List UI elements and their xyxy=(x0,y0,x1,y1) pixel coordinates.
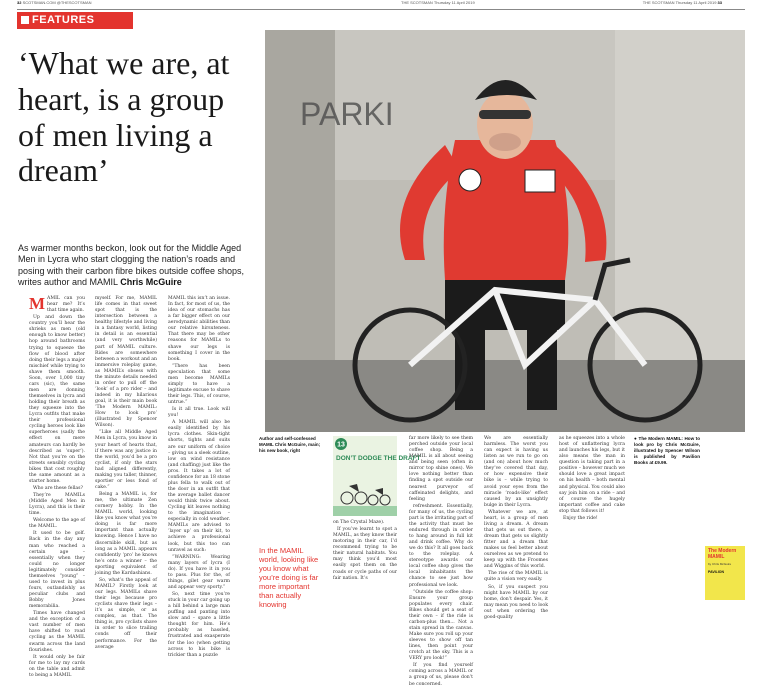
page-number-right: 33 xyxy=(717,0,722,5)
photo-caption xyxy=(259,436,325,454)
book-byline: by Chris McGuire xyxy=(708,561,732,566)
paragraph: “Like all Middle Aged Men in Lycra, you know in your heart of hearts that, if there was any justice in the world, you’d be a pro cyclist, if only the stars had aligned differently, making you taller, thinner, sportier or less fond of cake.” xyxy=(95,430,157,490)
drop-cap: M xyxy=(29,294,46,313)
book-title: The Modern MAMIL xyxy=(708,548,737,560)
header-rule xyxy=(17,9,745,10)
standfirst-author: Chris McGuire xyxy=(120,277,182,288)
folio-right-date: Thursday 11 April 2019 xyxy=(675,0,717,5)
paragraph: A MAMIL will also be easily identified by his lycra clothes. Skin-tight shorts, tights and suits are our uniform of choice – giving us a sleek outline, low on wind resistance (and chaffing) just like the pros. It takes a lot of confidence for an 18 stone plus fella to walk out of the door in an outfit that the average ballet dancer would think twice about. Cycling kit leaves nothing to the imagination – especially in cold weather. MAMILs are advised to ‘layer up’ on their kit, to achieve a professional look, but this too can unravel as such: xyxy=(168,420,230,553)
paragraph: Being a MAMIL is, for me, the ultimate Zen cornery hobby. In the MAMIL world, looking like you know what you’re doing is far more important than actually knowing. Hence I have no discernible skill, but as long as a MAMIL appears confidently ‘pro’ he knows he’s onto a winner – the sporting equivalent of joining the Kardashians. xyxy=(95,492,157,576)
paragraph: “Outside the coffee shop: Ensure your group populates every chair. Bikes should get a seat of their own – if the ride is carbon-plus then... Not a stain spread in the canvas. Make sure you roll up your sleeves to show off tan lines, then point your crotch at the sky. This is a VERY pro look!” xyxy=(409,589,473,662)
paragraph: They’re MAMILs (Middle Aged Men in Lycra), and this is their time. xyxy=(29,493,85,517)
paragraph: If you find yourself coming across a MAMIL or a group of us, please don’t be concerned. xyxy=(409,663,473,687)
book-illustration-inset xyxy=(333,436,421,516)
paragraph: So, what’s the appeal of MAMIL? Firstly look at our legs. MAMILs shave their legs because pro cyclists shave their legs – it’s as simple, or as complex, as that. The thing is, pro cyclists shave in order to slice trailing conds off their performance. For the average xyxy=(95,577,157,650)
pull-quote: In the MAMIL world, looking like you know what you’re doing is far more important than actually knowing xyxy=(259,546,319,609)
paragraph: So, next time you’re stuck in your car going up a hill behind a large man puffing and panting into slow and – spare a little thought for him. He’s probably as hassled, frustrated and exasperate for the loo (when getting across to his bike is trickier than a puzzle xyxy=(168,592,230,658)
paragraph: “WARNING: Wearing many layers of lycra (I do). If you have it in you to pass. Plus for the, of things, gilet gear warm and appear very sporty.” xyxy=(168,554,230,590)
body-column-2 xyxy=(95,296,157,650)
paragraph: Times have changed and the exception of a vast number of men have shifted to road cycling as the MAMIL swarm across the land flourishes. xyxy=(29,611,85,653)
cyclist-photo-illustration xyxy=(265,30,745,432)
body-column-1 xyxy=(29,294,85,678)
section-label-text: FEATURES xyxy=(32,14,95,26)
book-blurb-column xyxy=(634,436,700,600)
folio-left-text: SCOTSMAN.COM @THESCOTSMAN xyxy=(22,0,92,5)
paragraph: MAMIL this isn’t an issue. In fact, for most of us, the idea of our stomachs has a far bigger effect on our aerodynamic abilities than our relative hirsuteness. That there may be other reasons for MAMILs to shave our legs is something I cover in the book. xyxy=(168,296,230,362)
folio-center-date: Thursday 11 April 2019 xyxy=(433,0,475,5)
main-photo xyxy=(265,30,745,432)
folio-right xyxy=(643,0,722,5)
caption-bold: Author and self-confessed MAMIL Chris McGuire, main; his new book, right xyxy=(259,436,321,453)
paragraph: “There has been speculation that some men become MAMILs simply to have a legitimate excuse to shave their legs. This, of course, untrue.” xyxy=(168,363,230,406)
graffiti-text: PARKI xyxy=(300,96,394,132)
folio-center xyxy=(401,0,475,5)
paragraph: on The Crystal Maze). xyxy=(333,520,385,525)
book-cover xyxy=(705,546,745,600)
paragraph: Enjoy the ride! xyxy=(563,515,598,521)
headline: ‘What we are, at heart, is a group of men living a dream’ xyxy=(18,45,230,189)
paragraph: Whatever we are, at heart, is a group of men living a dream. A dream that gets us out there, a dream that gets us slightly fitter and a dream that makes us feel better about ourselves as we pretend to keep up with the Froomes and Wiggins of this world. xyxy=(484,509,548,570)
paragraph: Is it all true. Look will you! xyxy=(168,407,230,419)
body-column-7 xyxy=(559,436,625,600)
paragraph: myself. For me, MAMIL life comes in that sweet spot that is the intersection between a healthy lifestyle and living in a fantasy world, listing in detail is an essential (and very worthwhile) part of MAMIL culture. Rides are somewhere between a workout and an immersive roleplay game, as MAMIL’s obsess with the minute details needed in order to pull off the ‘look’ of a pro rider – and indeed in my hilarious goal, it is their main book ‘The Modern MAMIL: How to look pro’ (illustrated by Spencer Wilson). xyxy=(95,296,157,429)
paragraph: AMIL can you hear me? It’s that time again. xyxy=(47,296,85,314)
paragraph: Up and down the country you’ll hear the shrieks as men (old enough to know better) hop around bathrooms trying to squeeze the flow of blood after doing their legs a major mischief while trying to shave them smooth. Soon, over 1,000 tiny cars (sic), the same men are donning themselves in lycra and holding their breath as they squeeze into the Lycra outfits that make their professional cycling heroes look like superheroes (sadly the effect on mere amateurs can hardly be described as ‘super’). Not that you’re on the streets sensibly cycling bikes that cost roughly the same amount as a starter home. xyxy=(29,315,85,484)
body-column-4 xyxy=(333,520,397,600)
paragraph: It would only be fair for me to lay my cards on the table and admit to being a MAMIL xyxy=(29,654,85,678)
body-column-6 xyxy=(484,436,548,620)
folio-center-pub: THE SCOTSMAN xyxy=(401,0,433,5)
paragraph: So, if you suspect you might have MAMIL by our home, don’t despair. Yes, it may mean you need to look out when ordering the good-quality xyxy=(484,584,548,620)
paragraph: as he squeezes into a whole host of unflattering lycra and launches his legs, but it also means the man in question is taking part in a positive – however much we should love a great impact on his health – both mental and physical. You could also say join him on a ride – and of course the hugely important coffee and cake stop that follows it! xyxy=(559,436,625,514)
paragraph: far more likely to see them perched outside your local coffee shop. Being a MAMIL is all about seeing and being seen (often in mirror top shine ones). We love nothing better than finding a spot outside our nearest purveyor of caffeinated delights, and feeling xyxy=(409,436,473,502)
standfirst xyxy=(18,243,260,289)
paragraph: If you’ve learnt to spot a MAMIL, as they know their motoring in their car, I’d recommend trying to be their natural habitats. You may think you’d most easily spot them on the roads or cycle paths of our fair nation. It’s xyxy=(333,527,397,581)
standfirst-text: As warmer months beckon, look out for the Middle Aged Men in Lycra who start clogging the nation’s roads and posing with their carbon fibre bikes outside coffee shops, writes author and MAMIL xyxy=(18,243,244,288)
book-blurb: ● The Modern MAMIL: How to look pro by Chris McGuire, illustrated by Spencer Wilson is published by Pavilion Books at £9.99. xyxy=(634,436,700,465)
paragraph: It used to be golf. Back in the day any man who reached a certain age – essentially when they could no longer legitimately consider themselves “young” – used to invest in plus fours, outlandishly as peculiar clubs and Bobby Jones memorabilia. xyxy=(29,531,85,610)
paragraph: Welcome to the age of the MAMIL. xyxy=(29,518,85,530)
paragraph: The rise of the MAMIL is quite a vision very easily. xyxy=(484,571,548,583)
paragraph: We are essentially harmless. The worst you can expect is having us listen as we run to go on (and on) about how much they’ve covered that day, or how expensive their bike is – while trying to avoid your eyes from the miracle ‘roads-like’ effect caused by an unsightly bulge in their Lycra. xyxy=(484,436,548,508)
page-number-left: 32 xyxy=(17,0,22,5)
folio-left xyxy=(17,0,92,5)
section-square-icon xyxy=(21,16,29,24)
infographic-title: DON’T DODGE THE DRAFT xyxy=(336,455,421,462)
section-label xyxy=(17,12,133,29)
paragraph: Who are these fellas? xyxy=(33,485,83,491)
book-publisher: PAVILION xyxy=(708,570,725,575)
paragraph: refreshment. Essentially, for many of us, the cycling part is the irritating part of the activity that must be endured through in order to hang around in full kit and drink coffee. Why do we do this? It all goes back to the roleplay. A stereotype awards our local coffee shop gives the local inhabitants the chance to see just how professional we look. xyxy=(409,503,473,588)
body-column-5 xyxy=(409,436,473,687)
folio-right-pub: THE SCOTSMAN xyxy=(642,0,675,5)
body-column-3 xyxy=(168,296,230,658)
infographic-number: 13 xyxy=(337,441,345,449)
